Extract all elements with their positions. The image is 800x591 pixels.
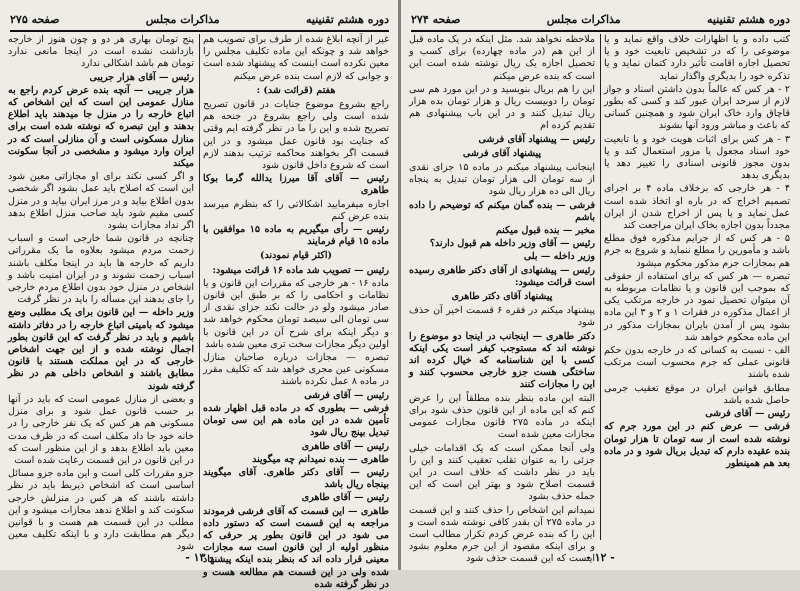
speaker-paragraph: فرشی — بطوری که در ماده قبل اظهار شده تأمین شده در این ماده هم این سی تومان تبدیل بپنج ریال شود xyxy=(203,402,389,439)
text-paragraph: کتب داده و یا اظهارات خلاف واقع نماید و یا موضوعی را که در تشخیص تابعیت خود و یا تحصیل اجازه اقامت تأثیر دارد کتمان نماید و یا تذکره خود را بدیگری واگذار نماید xyxy=(604,34,790,82)
left-page-footer xyxy=(10,550,389,564)
text-paragraph: غیر از آنچه ابلاغ شده از طرف برای تصویب هم خواهد شد و چونکه این ماده تکلیف مجلس را معین نکرده است اینست که پیشنهاد شده است و جوابی که لازم است بنده عرض میکنم xyxy=(203,34,389,82)
left-page-title: مذاکرات مجلس xyxy=(145,12,220,26)
speaker-paragraph: رئیس — آقای آقا میرزا یدالله گرما بوکا طاهری xyxy=(203,173,389,197)
speaker-paragraph: وزیر داخله — بلی xyxy=(523,251,595,263)
left-page-column-divider xyxy=(199,34,200,540)
left-page-number: - ۱۳ - xyxy=(185,550,214,564)
text-paragraph: و اگر کسی نکند برای او مجازاتی معین شود این است که اصلاح باید عمل بشود اگر شخصی بدون اطلاع بیاید و در مرز ایران بیاید و در منزل کسی مقیم شود باید صاحب منزل اطلاع بدهد اگر نداد مجازات بشود xyxy=(8,171,194,232)
speaker-paragraph: رئیس — آقای طاهری xyxy=(301,440,389,452)
left-page-column-left xyxy=(8,34,194,553)
right-page-label: صفحه ۲۷۴ xyxy=(411,12,461,26)
speaker-paragraph: طاهری — بنده نمیدانم چه میگویند xyxy=(252,453,389,465)
text-paragraph: اینجانب پیشنهاد میکنم در ماده ۱۵ جزای نقدی از سه تومان الی هزار تومان تبدیل به پنجاه ریال الی ده هزار ریال شود xyxy=(409,162,595,198)
right-page-number: - ۱۲ - xyxy=(586,550,615,564)
speaker-paragraph: رئیس — پیشنهاد آقای فرشی xyxy=(478,133,595,145)
left-page-label: صفحه ۲۷۵ xyxy=(10,12,60,26)
right-page-column-divider xyxy=(600,34,601,540)
text-paragraph: ماده ۱۶ - هر خارجی که مقررات این قانون و یا نظامات و احکامی را که بر طبق این قانون صادر میشود ولو در حالت نکند جزای نقدی از سی تومان الی سیصد تومان محکوم خواهد شد و دیگر اینکه برای شرح آن در این قانون با اولین دیگر مجازات سخت تری معین شده باشد xyxy=(203,277,389,350)
text-paragraph: این را هم بریال بنویسید و در این مورد هم سی تومان را دوبیست ریال و هزار تومان بده هزار ریال تبدیل کنند و در این باب پیشنهادی هم تقدیم کرده ام xyxy=(409,83,595,132)
speaker-paragraph: طاهری — این قسمت که آقای فرشی فرمودند مراجعه به این قسمت است که دستور داده می شود در این قانون بطور پر حرفی که منظور اولیه از این قانون است سه مجازات معینی قرار داده اند که بنظر بنده اینکه پیشنهاد شده ولی در این قسمت هم مطالعه هست و در نظر گرفته شده xyxy=(203,505,389,590)
speaker-paragraph: رئیس — آقای هزار جریبی xyxy=(89,71,194,83)
text-paragraph: ۵ - هر کس که از جرایم مذکوره فوق مطلع باشد و مأمورین را مطلع ننماید و شروع به جرم هم بمجازات جرم مذکور محکوم میشود xyxy=(604,233,790,269)
text-paragraph: پنج تومان بهاری هر دو و چون هنوز از خارجه بازداشت نشده است در اینجا مانعی ندارد تومان هم باشد اشکالی ندارد xyxy=(8,34,194,70)
right-page-title: مذاکرات مجلس xyxy=(546,12,621,26)
section-heading: پیشنهاد آقای فرشی xyxy=(462,147,542,159)
speaker-paragraph: رئیس — آقای طاهری xyxy=(301,492,389,504)
text-paragraph: ملاحظه نخواهد شد. مثل اینکه در یک ماده قبل از این هم (در ماده چهارده) برای کسب و تحصیل اجازه یک ریال نوشته شده است این است که بنده عرض میکنم xyxy=(409,34,595,82)
right-page-column-left xyxy=(409,34,596,565)
right-page-header xyxy=(411,8,790,32)
text-paragraph: البته این ماده بنظر بنده مطلقاً این را عرض کنم که این ماده از این قانون حذف شود برای اینکه در ماده ۲۷۵ قانون مجازات عمومی مجازات معین شده است xyxy=(409,392,596,441)
speaker-paragraph: دکتر طاهری — اینجانب در اینجا دو موضوع را نوشته اند که مستوجب کیفر است یکی اینکه کسی با این شناسنامه که خیال کرده اند ساختگی هست جزو خارجی محسوب کنند و این را مجازات کنند xyxy=(409,330,595,391)
speaker-paragraph: رئیس — آقای فرشی xyxy=(304,389,389,401)
speaker-paragraph: مخبر — بنده قبول میکنم xyxy=(495,225,595,237)
text-paragraph: مطابق قوانین ایران در موقع تعقیب جرمی حاصل شده باشد xyxy=(604,382,790,406)
speaker-paragraph: وزیر داخله — این قانون برای یک مطلبی وضع میشود که بامیتی اتباع خارجه را در دفاتر داشته باشیم و باید در نظر گرفت که این قانون بطور اجمال نوشته شده و از این جهت اشخاص خارجی که در این مملکت هستند با قانون مطابق باشند و اشخاص داخلی هم در نظر گرفته شوند xyxy=(8,307,194,392)
speaker-paragraph: رئیس — آقای فرشی xyxy=(705,408,790,420)
right-page-footer xyxy=(411,550,790,564)
text-paragraph: پیشنهاد میکنم در فقره ۶ قسمت اخیر آن حذف شود xyxy=(409,305,595,329)
text-paragraph: ولی آنجا ممکن است که یک اقدامات خیلی جزئی را به عنوان تقلب تعقیب کنند و این را باید در نظر داشت که خلاف است در این قسمت اصلاح شود و بهتر این است که این جمله حذف بشود xyxy=(409,442,595,503)
right-page-column-right xyxy=(604,34,790,540)
left-page-column-right xyxy=(203,34,389,590)
text-paragraph: تبصره — مجازات درباره صاحبان منازل مسکونی عین مجری خواهد شد که تکلیف مقرر در ماده ۸ عمل نکرده باشند xyxy=(203,352,389,388)
text-paragraph: تبصره — هر کس که برای استفاده از حقوقی که بموجب این قانون و یا نظامات مربوطه به آن میتوان تحصیل نمود در خارجه مرتکب یکی از اعمال مذکوره در فقرات ۱ و ۲ و ۳ این ماده بشود پس از آمدن بایران بمجازات مذکور در این ماده محکوم خواهد شد xyxy=(604,270,790,343)
text-paragraph: ۲ - هر کس که عالماً بدون داشتن اسناد و جواز لازم از سرحد ایران عبور کند و کسی که بطور قاچاق وارد خاک ایران شود و همچنین کسانی که باعث و مباشر ورود آنها بشوند xyxy=(604,83,790,132)
speaker-paragraph: فرشی — بنده گمان میکنم که توضیحم را داده باشم xyxy=(409,199,595,223)
text-paragraph: چنانچه در قانون شما خارجی است و اسباب زحمت مردم میشود بعلاوه ما یک مقرراتی داریم که خارجه ها باید در اینجا مکلف باشند اسباب زحمت نشوند و در ایران امنیت باشد و اشخاص در منزل خود بدون اطلاع مردم خارجی را جای بدهند این مسأله را باید در نظر گرفت xyxy=(8,233,194,306)
speaker-paragraph: رئیس — رأی میگیریم به ماده ۱۵ موافقین با ماده ۱۵ قیام فرمایند xyxy=(203,224,389,248)
section-heading: پیشنهاد آقای دکتر طاهری xyxy=(451,291,553,303)
speaker-paragraph: فرشی — عرض کنم در این مورد جرم که نوشته شده است از سه تومان تا هزار تومان بنده عقیده دارم که تبدیل بریال شود و در ماده بعد هم همینطور xyxy=(604,421,790,469)
section-heading: هفتم (قرائت شد) : xyxy=(256,84,336,96)
right-page xyxy=(401,0,800,570)
text-paragraph: جزو مقررات کلی است و این ماده جزو مسائل اساسی است که اشخاص ذیربط باید در نظر داشته باشند که هر کس در منزلش خارجی سکونت کند و اطلاع ندهد مجازات میشود و این مطلب در این قسمت هم هست و با قوانین دیگر هم مطابقت دارد و با اینکه تکلیف معین شود xyxy=(8,468,194,553)
text-paragraph: راجع بشروع موضوع جنایات در قانون تصریح شده است ولی راجع بشروع در جنحه هم تصریح شده و این را ما در نظر گرفته ایم وقتی که جنایت بود قانون عمل میشود و در این قسمت اگر بخواهند محاکمه ترتیب بدهند لازم است که شروع داخل قانون شود xyxy=(203,99,389,172)
speaker-paragraph: رئیس — آقای وزیر داخله هم قبول دارند؟ xyxy=(429,238,595,250)
text-paragraph: و بعضی از منازل عمومی است که باید در آنها بر حسب قانون عمل شود و برای منزل مسکونی هم هر کس که یک نفر خارجی را در خانه خود جا داد مکلف است که در ظرف مدت معین باید اطلاع بدهد و از این منظور است که در این قانون در این قسمت رعایت شده است xyxy=(8,393,194,466)
text-paragraph: اجازه میفرمایید اشکالاتی را که بنظرم میرسد بنده عرض کنم xyxy=(203,198,389,222)
text-paragraph: نمیدانم این اشخاص را حذف کنند و این قسمت در ماده ۲۷۵ آن بقدر کافی نوشته شده است و این را که بنده عرض کردم تکرار مطالب است و برای اینکه مقصود از این جرم معلوم بشود اینست که این قسمت حذف شود xyxy=(409,504,595,565)
text-paragraph: الف - نسبت به کسانی که در خارجه بدون حکم قانونی عملی که جرم محسوب است مرتکب شده باشند xyxy=(604,345,790,381)
left-page-session: دوره هشتم تقنینیه xyxy=(306,12,389,26)
speaker-paragraph: هزار جریبی — آنچه بنده عرض کردم راجع به منازل عمومی این است که این اشخاص که اتباع خارجه را در منزل جا میدهند باید اطلاع بدهند و این تبصره که نوشته شده است برای منازل مسکونی است و آن منازلی است که در ایران وارد میشود و مشخصی در آنجا سکونت میکند xyxy=(8,84,194,170)
speaker-paragraph: رئیس — پیشنهادی از آقای دکتر طاهری رسیده است قرائت میشود: xyxy=(409,264,595,288)
section-heading: (اکثر قیام نمودند) xyxy=(260,250,332,262)
right-page-session: دوره هشتم تقنینیه xyxy=(707,12,790,26)
speaker-paragraph: رئیس — آقای دکتر طاهری. آقای میگویند بپنجاه ریال باشد xyxy=(203,466,389,491)
speaker-paragraph: رئیس — تصویب شد ماده ۱۶ قرائت میشود: xyxy=(212,264,389,276)
text-paragraph: ۴ - هر خارجی که برخلاف ماده ۴ بر اجرای تصمیم اخراج که در باره او اتخاذ شده است عمل نماید و یا پس از اخراج شدن از ایران مجدداً بدون اجازه بخاک ایران مراجعت کند xyxy=(604,183,790,232)
text-paragraph: ۳ - هر کس برای اثبات هویت خود و یا تابعیت خود اسناد مجعول یا مزور استعمال کند و یا بدون مجوز قانونی اسنادی را تغییر دهد یا بدیگری بدهد xyxy=(604,133,790,182)
left-page-header xyxy=(10,8,389,32)
left-page xyxy=(0,0,399,590)
